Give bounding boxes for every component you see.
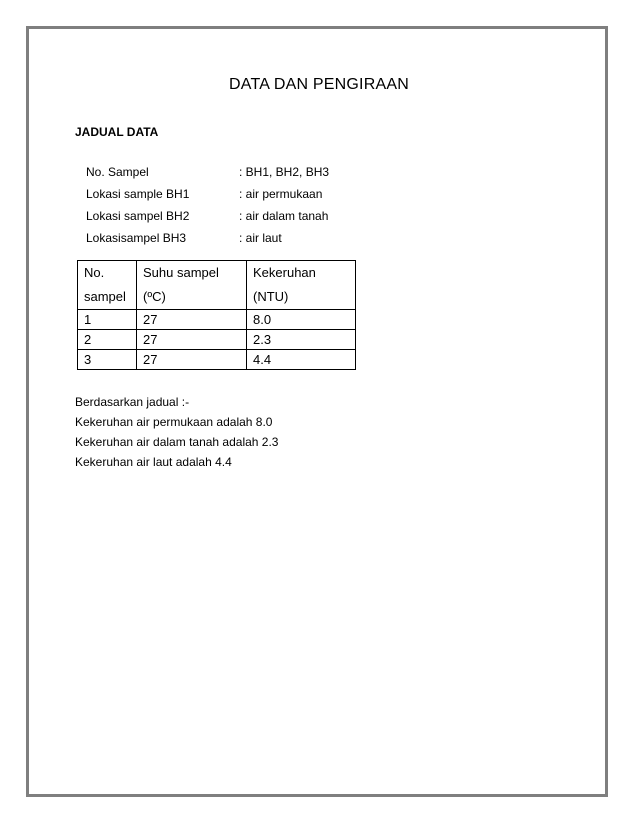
table-header-cell-turbidity [247,261,356,310]
conclusion-intro: Berdasarkan jadual :- [75,395,190,409]
table-cell: 2.3 [247,330,356,350]
table-cell: 8.0 [247,310,356,330]
header-line: sampel [84,289,126,304]
conclusion-line: Kekeruhan air dalam tanah adalah 2.3 [75,435,279,449]
page-title: DATA DAN PENGIRAAN [229,76,409,93]
info-value: : air dalam tanah [239,209,329,223]
table-cell: 27 [137,350,247,370]
table-cell: 3 [78,350,137,370]
table-cell: 4.4 [247,350,356,370]
info-label: Lokasisampel BH3 [86,231,187,245]
info-label: Lokasi sampel BH2 [86,209,190,223]
header-line: Kekeruhan [253,265,316,280]
info-value: : air permukaan [239,187,323,201]
info-label: Lokasi sample BH1 [86,187,190,201]
conclusion-line: Kekeruhan air laut adalah 4.4 [75,455,232,469]
data-table [77,260,356,370]
table-header-cell-sample-number [78,261,137,310]
conclusion-block [75,393,278,473]
table-cell: 27 [137,330,247,350]
table-row [78,310,356,330]
table-header-cell-temperature [137,261,247,310]
header-line: No. [84,265,105,280]
table-cell: 27 [137,310,247,330]
section-heading: JADUAL DATA [75,125,159,139]
table-row [78,330,356,350]
table-header-row [78,261,356,310]
table-cell: 2 [78,330,137,350]
header-line: (ºC) [143,289,166,304]
header-line: (NTU) [253,289,289,304]
info-label: No. Sampel [86,165,149,179]
table-cell: 1 [78,310,137,330]
header-line: Suhu sampel [143,265,219,280]
info-value: : BH1, BH2, BH3 [239,165,330,179]
info-value: : air laut [239,231,282,245]
conclusion-line: Kekeruhan air permukaan adalah 8.0 [75,415,273,429]
table-row [78,350,356,370]
